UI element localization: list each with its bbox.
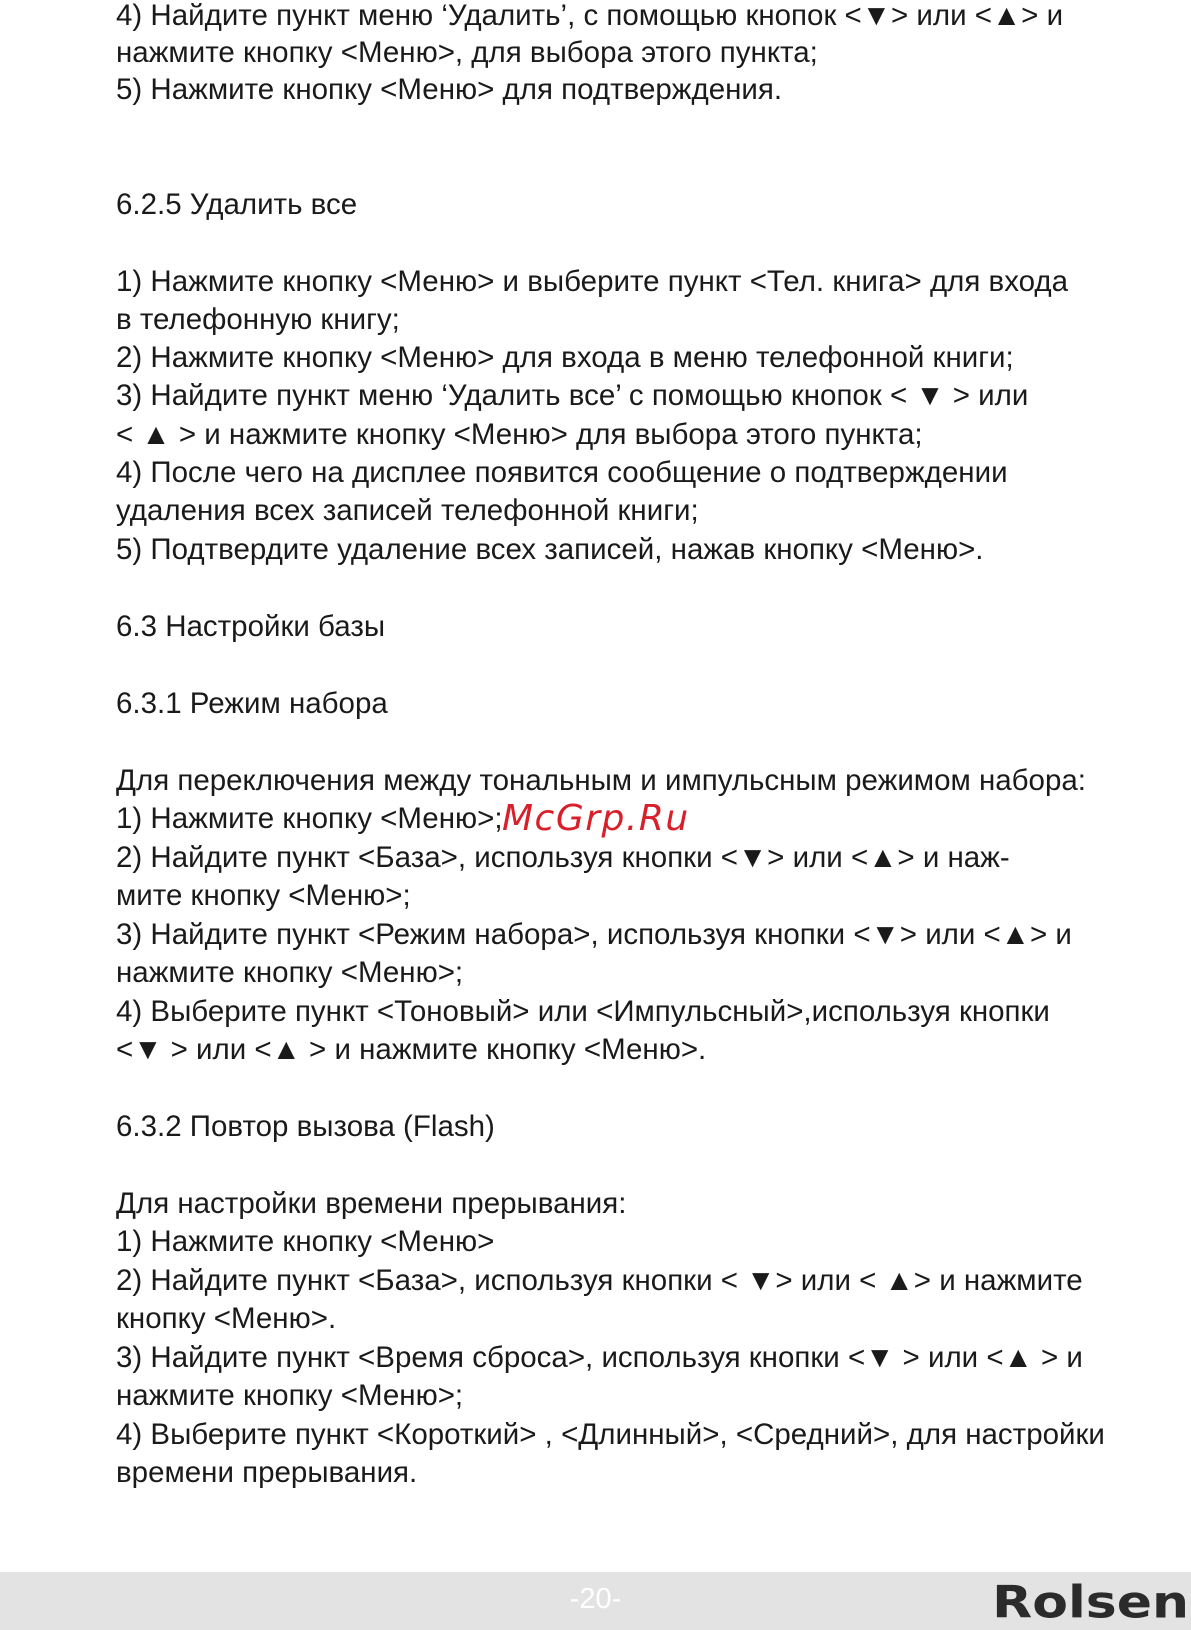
text-line: 2) Найдите пункт <База>, используя кнопки <▼> или <▲> и наж- (116, 841, 1010, 874)
text-line: 4) После чего на дисплее появится сообщение о подтверждении (116, 456, 1008, 489)
text-line: Для настройки времени прерывания: (116, 1187, 627, 1220)
text-line: 3) Найдите пункт <Режим набора>, используя кнопки <▼> или <▲> и (116, 918, 1072, 951)
watermark: McGrp.Ru (502, 798, 690, 839)
text-line: удаления всех записей телефонной книги; (116, 494, 699, 527)
section-heading: 6.3.1 Режим набора (116, 687, 388, 720)
text-line: <▼ > или <▲ > и нажмите кнопку <Меню>. (116, 1033, 707, 1066)
section-heading: 6.3 Настройки базы (116, 610, 386, 643)
section-heading: 6.3.2 Повтор вызова (Flash) (116, 1110, 495, 1143)
text-line: 4) Найдите пункт меню ‘Удалить’, с помощью кнопок <▼> или <▲> и (116, 0, 1064, 32)
text-line: времени прерывания. (116, 1456, 418, 1489)
text-line: 4) Выберите пункт <Короткий> , <Длинный>, <Средний>, для настройки (116, 1418, 1105, 1451)
text-line: 5) Подтвердите удаление всех записей, нажав кнопку <Меню>. (116, 533, 984, 566)
text-line: 1) Нажмите кнопку <Меню> и выберите пункт <Тел. книга> для входа (116, 265, 1069, 298)
brand-logo: Rolsen (992, 1577, 1189, 1629)
text-line: 3) Найдите пункт <Время сброса>, используя кнопки <▼ > или <▲ > и (116, 1341, 1083, 1374)
text-line: 2) Найдите пункт <База>, используя кнопки < ▼> или < ▲> и нажмите (116, 1264, 1083, 1297)
text-line: нажмите кнопку <Меню>; (116, 1379, 464, 1412)
text-line: Для переключения между тональным и импульсным режимом набора: (116, 764, 1086, 797)
section-heading: 6.2.5 Удалить все (116, 188, 358, 221)
text-line: < ▲ > и нажмите кнопку <Меню> для выбора этого пункта; (116, 418, 923, 451)
text-line: 2) Нажмите кнопку <Меню> для входа в меню телефонной книги; (116, 341, 1014, 374)
text-line: нажмите кнопку <Меню>; (116, 956, 464, 989)
text-line: 5) Нажмите кнопку <Меню> для подтверждения. (116, 73, 783, 106)
text-line: 4) Выберите пункт <Тоновый> или <Импульсный>,используя кнопки (116, 995, 1050, 1028)
text-line: 3) Найдите пункт меню ‘Удалить все’ с помощью кнопок < ▼ > или (116, 379, 1029, 412)
text-line: в телефонную книгу; (116, 303, 400, 336)
page-number: -20- (569, 1583, 622, 1615)
text-line: 1) Нажмите кнопку <Меню> (116, 1225, 495, 1258)
text-line: кнопку <Меню>. (116, 1302, 337, 1335)
text-line: 1) Нажмите кнопку <Меню>; (116, 802, 503, 835)
text-line: мите кнопку <Меню>; (116, 879, 411, 912)
text-line: нажмите кнопку <Меню>, для выбора этого пункта; (116, 36, 818, 69)
page-footer (0, 1572, 1191, 1630)
